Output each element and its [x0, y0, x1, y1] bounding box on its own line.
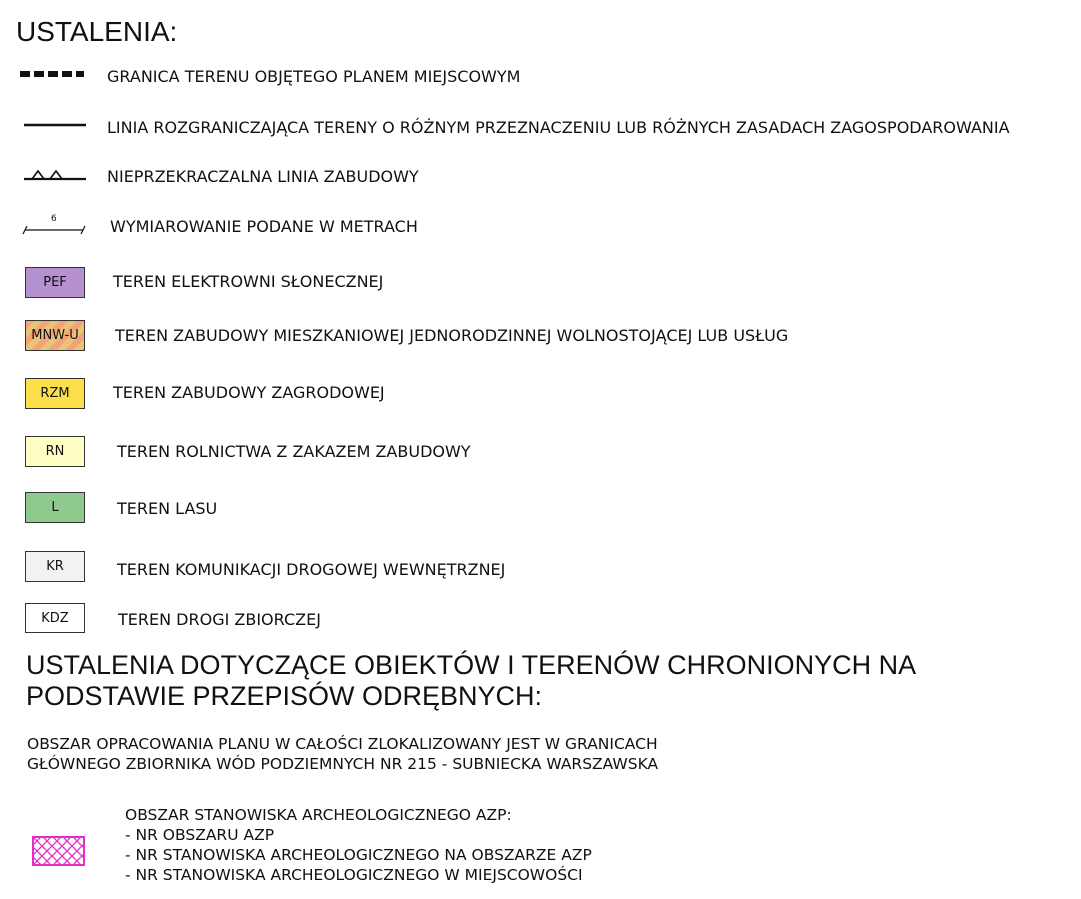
- zone-label-mnw-u: TEREN ZABUDOWY MIESZKANIOWEJ JEDNORODZINNEJ WOLNOSTOJĄCEJ LUB USŁUG: [115, 326, 789, 345]
- zone-label-rn: TEREN ROLNICTWA Z ZAKAZEM ZABUDOWY: [117, 442, 471, 461]
- zone-swatch-l: L: [25, 492, 85, 523]
- legend-label-demarcation: LINIA ROZGRANICZAJĄCA TERENY O RÓŻNYM PRZEZNACZENIU LUB RÓŻNYCH ZASADACH ZAGOSPODAROWANIA: [107, 118, 1010, 137]
- zone-swatch-rzm: RZM: [25, 378, 85, 409]
- zone-swatch-rn: RN: [25, 436, 85, 467]
- zone-swatch-kr: KR: [25, 551, 85, 582]
- section2-title: [26, 650, 916, 712]
- dimension-value: 6: [51, 214, 57, 224]
- legend-title: USTALENIA:: [16, 16, 178, 47]
- zone-swatch-mnw-u: MNW-U: [25, 320, 85, 351]
- zone-label-rzm: TEREN ZABUDOWY ZAGRODOWEJ: [113, 383, 385, 402]
- groundwater-note-line2: GŁÓWNEGO ZBIORNIKA WÓD PODZIEMNYCH NR 215 - SUBNIECKA WARSZAWSKA: [27, 755, 659, 773]
- zone-swatch-kdz: KDZ: [25, 603, 85, 633]
- azp-line: - NR STANOWISKA ARCHEOLOGICZNEGO NA OBSZARZE AZP: [125, 846, 592, 864]
- azp-line: - NR OBSZARU AZP: [125, 826, 275, 844]
- section2-title-line2: PODSTAWIE PRZEPISÓW ODRĘBNYCH:: [26, 681, 543, 711]
- groundwater-note: [27, 734, 658, 774]
- groundwater-note-line1: OBSZAR OPRACOWANIA PLANU W CAŁOŚCI ZLOKALIZOWANY JEST W GRANICACH: [27, 735, 658, 753]
- zone-label-l: TEREN LASU: [117, 499, 218, 518]
- zone-swatch-pef: PEF: [25, 267, 85, 298]
- zone-label-pef: TEREN ELEKTROWNI SŁONECZNEJ: [113, 272, 384, 291]
- legend-label-building-line: NIEPRZEKRACZALNA LINIA ZABUDOWY: [107, 167, 419, 186]
- solid-line-icon: [22, 120, 88, 130]
- legend-label-boundary: GRANICA TERENU OBJĘTEGO PLANEM MIEJSCOWYM: [107, 67, 521, 86]
- legend-label-dimension: WYMIAROWANIE PODANE W METRACH: [110, 217, 418, 236]
- zone-label-kdz: TEREN DROGI ZBIORCZEJ: [118, 610, 321, 629]
- azp-line: - NR STANOWISKA ARCHEOLOGICZNEGO W MIEJSCOWOŚCI: [125, 866, 583, 884]
- zone-label-kr: TEREN KOMUNIKACJI DROGOWEJ WEWNĘTRZNEJ: [117, 560, 506, 579]
- dashed-boundary-line-icon: [18, 68, 88, 82]
- archaeological-site-hatch-icon: [32, 836, 85, 866]
- section2-title-line1: USTALENIA DOTYCZĄCE OBIEKTÓW I TERENÓW CHRONIONYCH NA: [26, 650, 917, 680]
- archaeological-site-description: [125, 805, 592, 885]
- azp-line: OBSZAR STANOWISKA ARCHEOLOGICZNEGO AZP:: [125, 806, 512, 824]
- building-line-icon: [22, 166, 88, 182]
